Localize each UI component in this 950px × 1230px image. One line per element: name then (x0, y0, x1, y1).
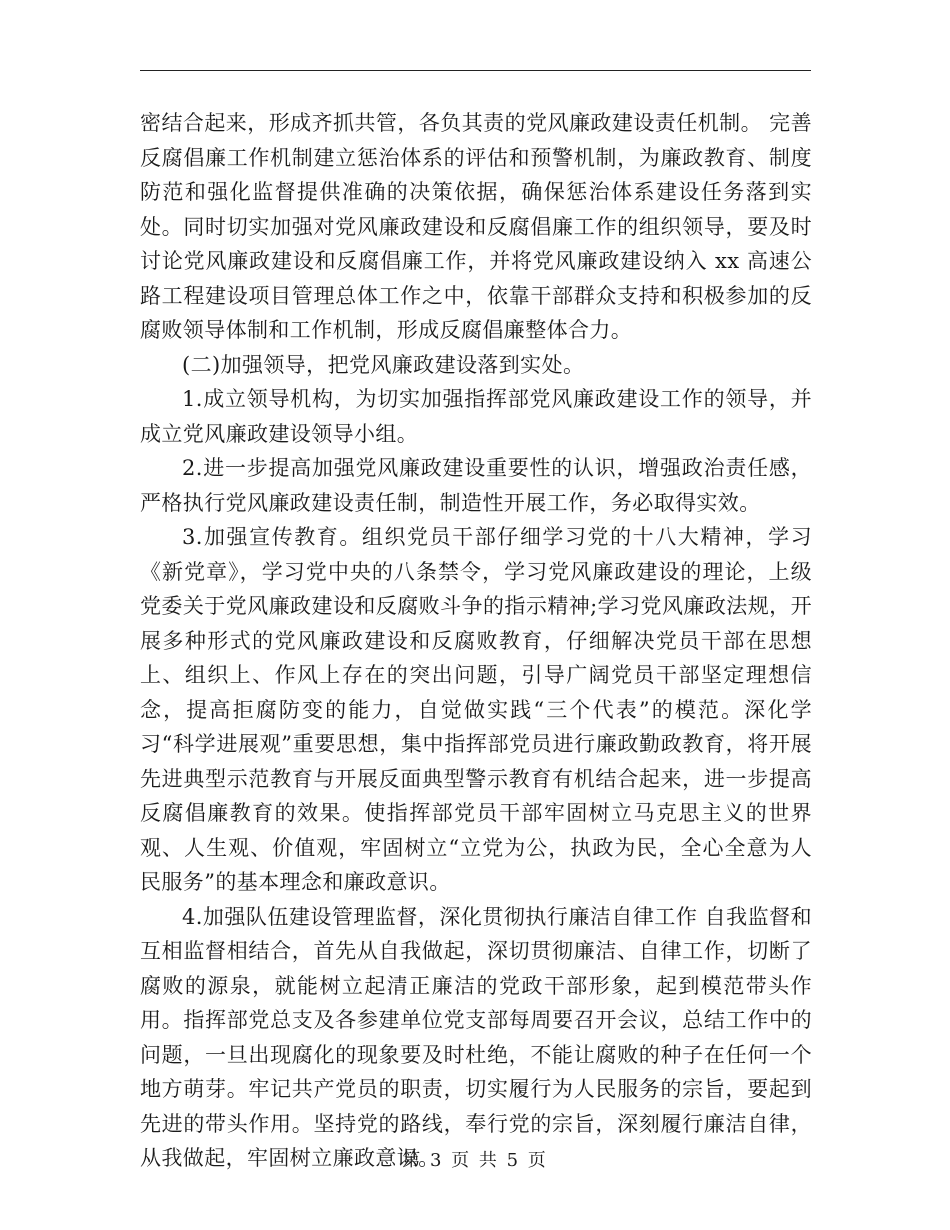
list-item-4: 4.加强队伍建设管理监督，深化贯彻执行廉洁自律工作 自我监督和互相监督相结合，首先从自我做起，深切贯彻廉洁、自律工作，切断了腐败的源泉，就能树立起清正廉洁的党政干部形象，起到模范带头作用。指挥部党总支及各参建单位党支部每周要召开会议，总结工作中的问题，一旦出现腐化的现象要及时杜绝，不能让腐败的种子在任何一个地方萌芽。牢记共产党员的职责，切实履行为人民服务的宗旨，要起到先进的带头作用。坚持党的路线，奉行党的宗旨，深刻履行廉洁自律，从我做起，牢固树立廉政意识。 (140, 904, 812, 1170)
paragraph-intro: 密结合起来，形成齐抓共管，各负其责的党风廉政建设责任机制。 完善反腐倡廉工作机制建立惩治体系的评估和预警机制，为廉政教育、制度防范和强化监督提供准确的决策依据，确保惩治体系建设任务落到实处。同时切实加强对党风廉政建设和反腐倡廉工作的组织领导，要及时讨论党风廉政建设和反腐倡廉工作，并将党风廉政建设纳入 xx 高速公路工程建设项目管理总体工作之中，依靠干部群众支持和积极参加的反腐败领导体制和工作机制，形成反腐倡廉整体合力。 (140, 111, 812, 342)
list-item-2: 2.进一步提高加强党风廉政建设重要性的认识，增强政治责任感，严格执行党风廉政建设责任制，制造性开展工作，务必取得实效。 (140, 456, 812, 515)
list-item-1: 1.成立领导机构，为切实加强指挥部党风廉政建设工作的领导，并成立党风廉政建设领导小组。 (140, 387, 812, 446)
list-item-3: 3.加强宣传教育。组织党员干部仔细学习党的十八大精神，学习《新党章》，学习党中央的八条禁令，学习党风廉政建设的理论，上级党委关于党风廉政建设和反腐败斗争的指示精神;学习党风廉政法规，开展多种形式的党风廉政建设和反腐败教育，仔细解决党员干部在思想上、组织上、作风上存在的突出问题，引导广阔党员干部坚定理想信念，提高拒腐防变的能力，自觉做实践“三个代表”的模范。深化学习“科学进展观”重要思想，集中指挥部党员进行廉政勤政教育，将开展先进典型示范教育与开展反面典型警示教育有机结合起来，进一步提高反腐倡廉教育的效果。使指挥部党员干部牢固树立马克思主义的世界观、人生观、价值观，牢固树立“立党为公，执政为民，全心全意为人民服务”的基本理念和廉政意识。 (140, 525, 812, 894)
section-heading-2: (二)加强领导，把党风廉政建设落到实处。 (182, 352, 585, 377)
document-body (140, 106, 812, 1176)
page-number-footer: 第 3 页 共 5 页 (402, 1150, 548, 1171)
header-rule (140, 70, 811, 71)
